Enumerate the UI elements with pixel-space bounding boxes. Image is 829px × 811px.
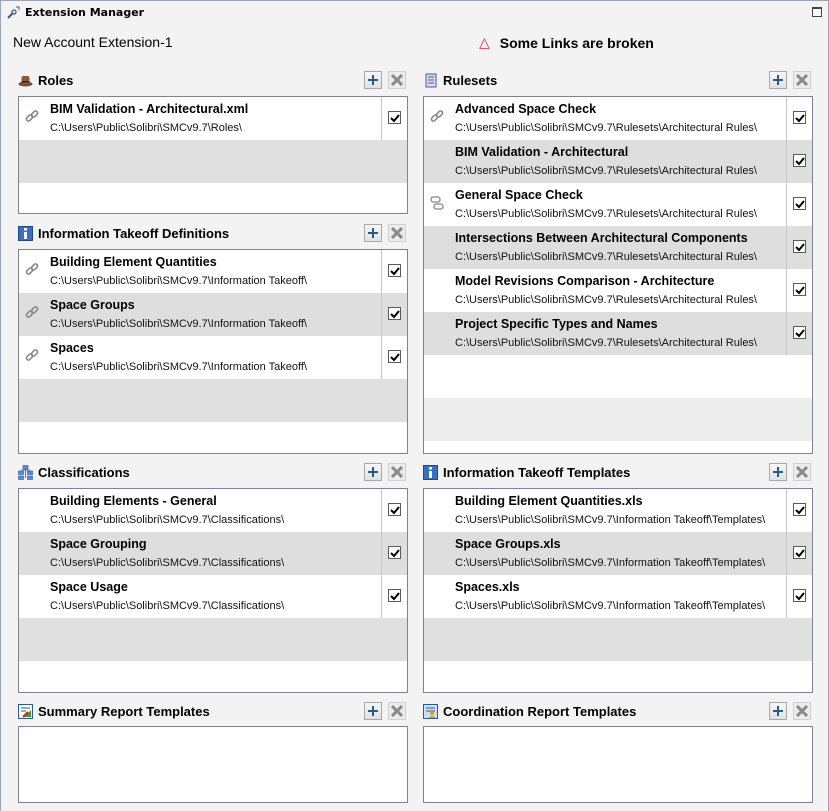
- enabled-checkbox[interactable]: [388, 264, 401, 277]
- remove-classification-button[interactable]: [388, 463, 406, 481]
- item-path: C:\Users\Public\Solibri\SMCv9.7\Information Takeoff\: [50, 318, 307, 330]
- add-role-button[interactable]: [364, 71, 382, 89]
- item-name: BIM Validation - Architectural.xml: [50, 102, 249, 116]
- enabled-checkbox[interactable]: [793, 154, 806, 167]
- roles-section: [17, 70, 409, 216]
- checkmark-icon: [390, 113, 400, 123]
- summary-reports-title: Summary Report Templates: [38, 704, 210, 719]
- list-item[interactable]: [424, 140, 812, 183]
- classifications-title: Classifications: [38, 465, 130, 480]
- empty-row: [19, 379, 407, 422]
- roles-title: Roles: [38, 73, 74, 88]
- add-ruleset-button[interactable]: [769, 71, 787, 89]
- item-path: C:\Users\Public\Solibri\SMCv9.7\Rulesets\Architectural Rules\: [455, 208, 757, 220]
- link-icon: [24, 348, 40, 364]
- enabled-checkbox[interactable]: [388, 111, 401, 124]
- ito-definitions-list: [18, 249, 408, 454]
- classifications-header: [17, 462, 409, 484]
- item-path: C:\Users\Public\Solibri\SMCv9.7\Classifications\: [50, 514, 285, 526]
- title-bar: [1, 1, 828, 25]
- enabled-checkbox[interactable]: [388, 307, 401, 320]
- list-item[interactable]: [424, 226, 812, 269]
- plus-icon: [367, 227, 379, 239]
- list-item[interactable]: [424, 269, 812, 312]
- coordination-reports-list: [423, 726, 813, 803]
- enabled-checkbox[interactable]: [793, 503, 806, 516]
- list-item[interactable]: [424, 183, 812, 226]
- link-icon: [24, 262, 40, 278]
- list-item[interactable]: [424, 97, 812, 140]
- summary-reports-list: [18, 726, 408, 803]
- checkmark-icon: [390, 548, 400, 558]
- item-name: Space Groups: [50, 298, 135, 312]
- list-item[interactable]: [424, 532, 812, 575]
- hierarchy-icon: [18, 465, 33, 480]
- remove-ito-definition-button[interactable]: [388, 224, 406, 242]
- checkmark-icon: [795, 199, 805, 209]
- enabled-checkbox[interactable]: [793, 111, 806, 124]
- wrench-icon: [6, 6, 20, 20]
- remove-ito-template-button[interactable]: [793, 463, 811, 481]
- rulesets-list: [423, 96, 813, 454]
- rulesets-section: [422, 70, 814, 456]
- checkmark-icon: [795, 328, 805, 338]
- enabled-checkbox[interactable]: [793, 546, 806, 559]
- close-icon: [391, 74, 403, 86]
- info-icon: [423, 465, 438, 480]
- enabled-checkbox[interactable]: [388, 589, 401, 602]
- empty-row: [19, 140, 407, 183]
- ito-definitions-title: Information Takeoff Definitions: [38, 226, 230, 241]
- item-path: C:\Users\Public\Solibri\SMCv9.7\Rulesets\Architectural Rules\: [455, 122, 757, 134]
- item-name: Space Grouping: [50, 537, 147, 551]
- item-path: C:\Users\Public\Solibri\SMCv9.7\Information Takeoff\: [50, 275, 307, 287]
- ito-templates-section: [422, 462, 814, 694]
- close-icon: [391, 227, 403, 239]
- item-name: Model Revisions Comparison - Architecture: [455, 274, 715, 288]
- enabled-checkbox[interactable]: [793, 589, 806, 602]
- checkmark-icon: [795, 591, 805, 601]
- plus-icon: [772, 74, 784, 86]
- ruleset-book-icon: [423, 73, 438, 88]
- item-path: C:\Users\Public\Solibri\SMCv9.7\Rulesets\Architectural Rules\: [455, 294, 757, 306]
- checkmark-icon: [390, 266, 400, 276]
- empty-row: [424, 398, 812, 441]
- list-item[interactable]: [424, 489, 812, 532]
- checkmark-icon: [795, 285, 805, 295]
- item-name: Spaces: [50, 341, 94, 355]
- classifications-section: [17, 462, 409, 694]
- list-item[interactable]: [19, 489, 407, 532]
- item-name: Building Element Quantities.xls: [455, 494, 643, 508]
- remove-summary-report-button[interactable]: [388, 702, 406, 720]
- item-path: C:\Users\Public\Solibri\SMCv9.7\Rulesets\Architectural Rules\: [455, 165, 757, 177]
- link-icon: [24, 305, 40, 321]
- coordination-reports-title: Coordination Report Templates: [443, 704, 637, 719]
- link-icon: [24, 109, 40, 125]
- ito-templates-list: [423, 488, 813, 693]
- rulesets-header: [422, 70, 814, 92]
- list-item[interactable]: [19, 250, 407, 293]
- list-item[interactable]: [19, 97, 407, 140]
- item-name: Project Specific Types and Names: [455, 317, 658, 331]
- list-item[interactable]: [19, 575, 407, 618]
- hat-icon: [18, 73, 33, 88]
- broken-links-warning: [479, 34, 654, 51]
- checkmark-icon: [795, 242, 805, 252]
- item-path: C:\Users\Public\Solibri\SMCv9.7\Rulesets\Architectural Rules\: [455, 337, 757, 349]
- item-name: Spaces.xls: [455, 580, 520, 594]
- item-name: Advanced Space Check: [455, 102, 597, 116]
- plus-icon: [772, 705, 784, 717]
- item-name: Building Element Quantities: [50, 255, 217, 269]
- list-item[interactable]: [19, 532, 407, 575]
- item-name: Space Groups.xls: [455, 537, 561, 551]
- rulesets-title: Rulesets: [443, 73, 498, 88]
- ito-templates-title: Information Takeoff Templates: [443, 465, 631, 480]
- coordination-reports-header: [422, 701, 814, 723]
- warning-triangle-icon: △: [479, 34, 490, 50]
- checkmark-icon: [390, 352, 400, 362]
- plus-icon: [367, 466, 379, 478]
- empty-row: [424, 618, 812, 661]
- checkmark-icon: [390, 591, 400, 601]
- empty-row: [424, 355, 812, 398]
- item-path: C:\Users\Public\Solibri\SMCv9.7\Classifications\: [50, 557, 285, 569]
- enabled-checkbox[interactable]: [388, 546, 401, 559]
- summary-reports-header: [17, 701, 409, 723]
- enabled-checkbox[interactable]: [388, 503, 401, 516]
- empty-row: [19, 618, 407, 661]
- window-title: Extension Manager: [25, 6, 145, 19]
- add-coordination-report-button[interactable]: [769, 702, 787, 720]
- maximize-button[interactable]: [812, 7, 822, 17]
- checkmark-icon: [390, 309, 400, 319]
- roles-header: [17, 70, 409, 92]
- enabled-checkbox[interactable]: [793, 197, 806, 210]
- item-name: Space Usage: [50, 580, 128, 594]
- item-name: General Space Check: [455, 188, 583, 202]
- checkmark-icon: [795, 505, 805, 515]
- summary-reports-section: [17, 701, 409, 805]
- list-item[interactable]: [424, 575, 812, 618]
- item-name: Building Elements - General: [50, 494, 217, 508]
- item-name: BIM Validation - Architectural: [455, 145, 629, 159]
- broken-link-icon: [429, 195, 445, 211]
- list-item[interactable]: [19, 336, 407, 379]
- coordination-report-icon: [423, 704, 438, 719]
- roles-list: [18, 96, 408, 214]
- item-path: C:\Users\Public\Solibri\SMCv9.7\Information Takeoff\: [50, 361, 307, 373]
- ito-definitions-section: [17, 223, 409, 455]
- close-icon: [796, 74, 808, 86]
- item-path: C:\Users\Public\Solibri\SMCv9.7\Information Takeoff\Templates\: [455, 557, 766, 569]
- ito-templates-header: [422, 462, 814, 484]
- add-ito-template-button[interactable]: [769, 463, 787, 481]
- plus-icon: [367, 705, 379, 717]
- plus-icon: [772, 466, 784, 478]
- link-icon: [429, 109, 445, 125]
- close-icon: [796, 466, 808, 478]
- add-ito-definition-button[interactable]: [364, 224, 382, 242]
- remove-coordination-report-button[interactable]: [793, 702, 811, 720]
- item-path: C:\Users\Public\Solibri\SMCv9.7\Classifications\: [50, 600, 285, 612]
- list-item[interactable]: [19, 293, 407, 336]
- plus-icon: [367, 74, 379, 86]
- item-path: C:\Users\Public\Solibri\SMCv9.7\Information Takeoff\Templates\: [455, 514, 766, 526]
- checkmark-icon: [795, 113, 805, 123]
- classifications-list: [18, 488, 408, 693]
- enabled-checkbox[interactable]: [388, 350, 401, 363]
- item-path: C:\Users\Public\Solibri\SMCv9.7\Roles\: [50, 122, 242, 134]
- enabled-checkbox[interactable]: [793, 326, 806, 339]
- close-icon: [391, 466, 403, 478]
- item-path: C:\Users\Public\Solibri\SMCv9.7\Information Takeoff\Templates\: [455, 600, 766, 612]
- remove-ruleset-button[interactable]: [793, 71, 811, 89]
- checkmark-icon: [390, 505, 400, 515]
- enabled-checkbox[interactable]: [793, 240, 806, 253]
- item-path: C:\Users\Public\Solibri\SMCv9.7\Rulesets\Architectural Rules\: [455, 251, 757, 263]
- add-classification-button[interactable]: [364, 463, 382, 481]
- list-item[interactable]: [424, 312, 812, 355]
- remove-role-button[interactable]: [388, 71, 406, 89]
- coordination-reports-section: [422, 701, 814, 805]
- report-icon: [18, 704, 33, 719]
- enabled-checkbox[interactable]: [793, 283, 806, 296]
- close-icon: [796, 705, 808, 717]
- account-name: New Account Extension-1: [13, 34, 173, 50]
- checkmark-icon: [795, 156, 805, 166]
- add-summary-report-button[interactable]: [364, 702, 382, 720]
- ito-definitions-header: [17, 223, 409, 245]
- close-icon: [391, 705, 403, 717]
- checkmark-icon: [795, 548, 805, 558]
- info-icon: [18, 226, 33, 241]
- item-name: Intersections Between Architectural Components: [455, 231, 748, 245]
- warning-text: Some Links are broken: [499, 34, 654, 51]
